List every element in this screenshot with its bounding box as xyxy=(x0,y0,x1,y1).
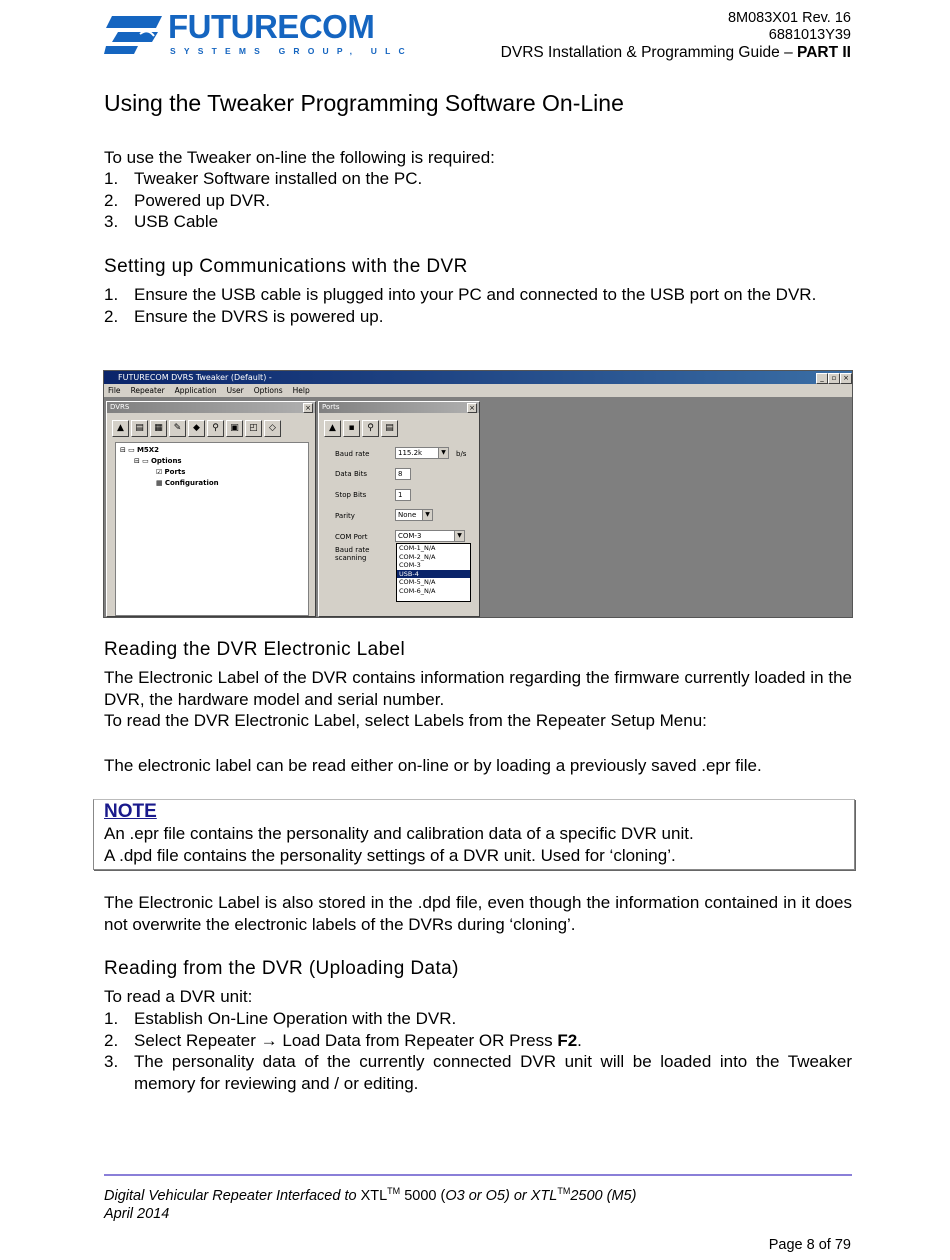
list-item: 1. Establish On-Line Operation with the DVR. xyxy=(104,1009,457,1028)
toolbar-icon: ▲ xyxy=(324,420,341,437)
guide-part: PART II xyxy=(797,44,851,61)
dropdown-option: COM-5_N/A xyxy=(399,578,436,586)
section-heading-uploading: Reading from the DVR (Uploading Data) xyxy=(104,958,459,979)
note-line-2: A .dpd file contains the personality settings of a DVR unit. Used for ‘cloning’. xyxy=(104,846,676,865)
upload-intro: To read a DVR unit: xyxy=(104,987,253,1006)
toolbar-icon: ▤ xyxy=(381,420,398,437)
toolbar-icon: ▲ xyxy=(112,420,129,437)
dropdown-option: COM-2_N/A xyxy=(399,552,436,561)
section-heading-electronic-label: Reading the DVR Electronic Label xyxy=(104,639,406,660)
arrow-icon: → xyxy=(260,1030,278,1050)
page-number: Page 8 of 79 xyxy=(768,1237,851,1253)
guide-title: DVRS Installation & Programming Guide – PART II xyxy=(500,44,851,61)
search-icon: ⚲ xyxy=(362,420,379,437)
toolbar-icon: ◰ xyxy=(245,420,262,437)
doc-number: 8M083X01 Rev. 16 xyxy=(727,10,851,26)
label-paragraph-4: The Electronic Label is also stored in the .dpd file, even though the information contained in it does not overwrite the electronic labels of the DVRs during ‘cloning’. xyxy=(104,893,852,934)
logo-subtext: SYSTEMS GROUP, ULC xyxy=(170,46,413,56)
list-item: 2. Select Repeater → Load Data from Repeater OR Press F2. xyxy=(104,1030,582,1050)
doc-number-secondary: 6881013Y39 xyxy=(768,27,851,43)
label-paragraph-2: To read the DVR Electronic Label, select Labels from the Repeater Setup Menu: xyxy=(104,711,707,730)
menu-repeater: Repeater xyxy=(130,386,165,395)
footer-text xyxy=(104,1182,636,1223)
dropdown-option: COM-6_N/A xyxy=(399,586,436,595)
page-title: Using the Tweaker Programming Software On-Line xyxy=(104,90,624,116)
tweaker-screenshot xyxy=(103,370,853,618)
com-port-select: COM-3 ▼ xyxy=(395,530,465,542)
footer-date: April 2014 xyxy=(104,1205,170,1222)
footer-line-1: Digital Vehicular Repeater Interfaced to XTL™ 5000 (O3 or O5) or XTL™2500 (M5) xyxy=(104,1186,637,1204)
dropdown-option-selected: USB-4 xyxy=(397,570,470,579)
list-item: 3. USB Cable xyxy=(104,212,219,231)
dvrs-tree xyxy=(115,442,309,616)
search-icon: ⚲ xyxy=(207,420,224,437)
data-bits-field: 8 xyxy=(395,468,411,480)
toolbar-icon: ▤ xyxy=(131,420,148,437)
parity-label: Parity xyxy=(335,512,355,520)
dvrs-panel-title: DVRS × xyxy=(107,402,315,413)
logo-text: FUTURECOM xyxy=(168,8,375,45)
chevron-down-icon: ▼ xyxy=(422,510,432,520)
toolbar-icon: ◇ xyxy=(264,420,281,437)
tree-node-options: ⊟ ▭ Options xyxy=(134,457,182,465)
save-icon: ▪ xyxy=(343,420,360,437)
close-icon: × xyxy=(840,373,852,384)
tree-node-ports: ☑ Ports xyxy=(156,468,186,476)
menu-user: User xyxy=(226,386,244,395)
list-item: 1. Ensure the USB cable is plugged into your PC and connected to the USB port on the DVR. xyxy=(104,285,817,304)
parity-select: None ▼ xyxy=(395,509,433,521)
label-paragraph-1: The Electronic Label of the DVR contains information regarding the firmware currently loaded in the DVR, the hardware model and serial number. xyxy=(104,668,852,709)
intro-text: To use the Tweaker on-line the following is required: xyxy=(104,148,495,167)
menu-options: Options xyxy=(253,386,283,395)
chevron-down-icon: ▼ xyxy=(454,531,464,541)
stop-bits-field: 1 xyxy=(395,489,411,501)
data-bits-label: Data Bits xyxy=(335,470,368,478)
menu-help: Help xyxy=(292,386,310,395)
toolbar-icon: ▣ xyxy=(226,420,243,437)
tree-node-root: ⊟ ▭ M5X2 xyxy=(120,446,160,454)
com-port-label: COM Port xyxy=(335,533,368,541)
baud-unit: b/s xyxy=(456,450,467,458)
tree-node-configuration: ▦ Configuration xyxy=(156,479,219,487)
maximize-icon: ▫ xyxy=(828,373,840,384)
app-titlebar: FUTURECOM DVRS Tweaker (Default) - xyxy=(104,371,852,384)
com-port-dropdown xyxy=(396,543,471,602)
section-heading-communications: Setting up Communications with the DVR xyxy=(104,256,468,277)
baud-rate-select: 115.2k ▼ xyxy=(395,447,449,459)
baud-scanning-label: Baud rate scanning xyxy=(335,546,370,562)
app-menubar xyxy=(104,384,852,397)
requirements-list xyxy=(104,168,852,233)
list-item: 2. Ensure the DVRS is powered up. xyxy=(104,306,384,326)
minimize-icon: _ xyxy=(816,373,828,384)
list-item: 1. Tweaker Software installed on the PC. xyxy=(104,169,423,188)
header-info xyxy=(501,10,851,61)
communications-steps xyxy=(104,284,852,327)
close-icon: × xyxy=(303,403,313,413)
chevron-down-icon: ▼ xyxy=(438,448,448,458)
dvrs-panel xyxy=(106,401,316,617)
toolbar-icon: ◆ xyxy=(188,420,205,437)
note-title: NOTE xyxy=(104,801,157,822)
footer-rule xyxy=(104,1174,852,1176)
dropdown-option: COM-1_N/A xyxy=(399,544,436,552)
stop-bits-label: Stop Bits xyxy=(335,491,367,499)
upload-steps xyxy=(104,1008,852,1094)
key-f2: F2 xyxy=(557,1030,578,1050)
futurecom-logo xyxy=(104,10,424,62)
menu-application: Application xyxy=(174,386,217,395)
dropdown-option: COM-3 xyxy=(399,561,421,569)
toolbar-icon: ✎ xyxy=(169,420,186,437)
baud-rate-label: Baud rate xyxy=(335,450,370,458)
list-item: 3. The personality data of the currently connected DVR unit will be loaded into the Tweaker memory for reviewing and / or editing. xyxy=(104,1052,852,1093)
note-line-1: An .epr file contains the personality and calibration data of a specific DVR unit. xyxy=(104,824,694,843)
ports-panel-title: Ports × xyxy=(319,402,479,413)
label-paragraph-3: The electronic label can be read either on-line or by loading a previously saved .epr file. xyxy=(104,756,762,775)
menu-file: File xyxy=(108,386,121,395)
close-icon: × xyxy=(467,403,477,413)
list-item: 2. Powered up DVR. xyxy=(104,190,271,210)
toolbar-icon: ▦ xyxy=(150,420,167,437)
